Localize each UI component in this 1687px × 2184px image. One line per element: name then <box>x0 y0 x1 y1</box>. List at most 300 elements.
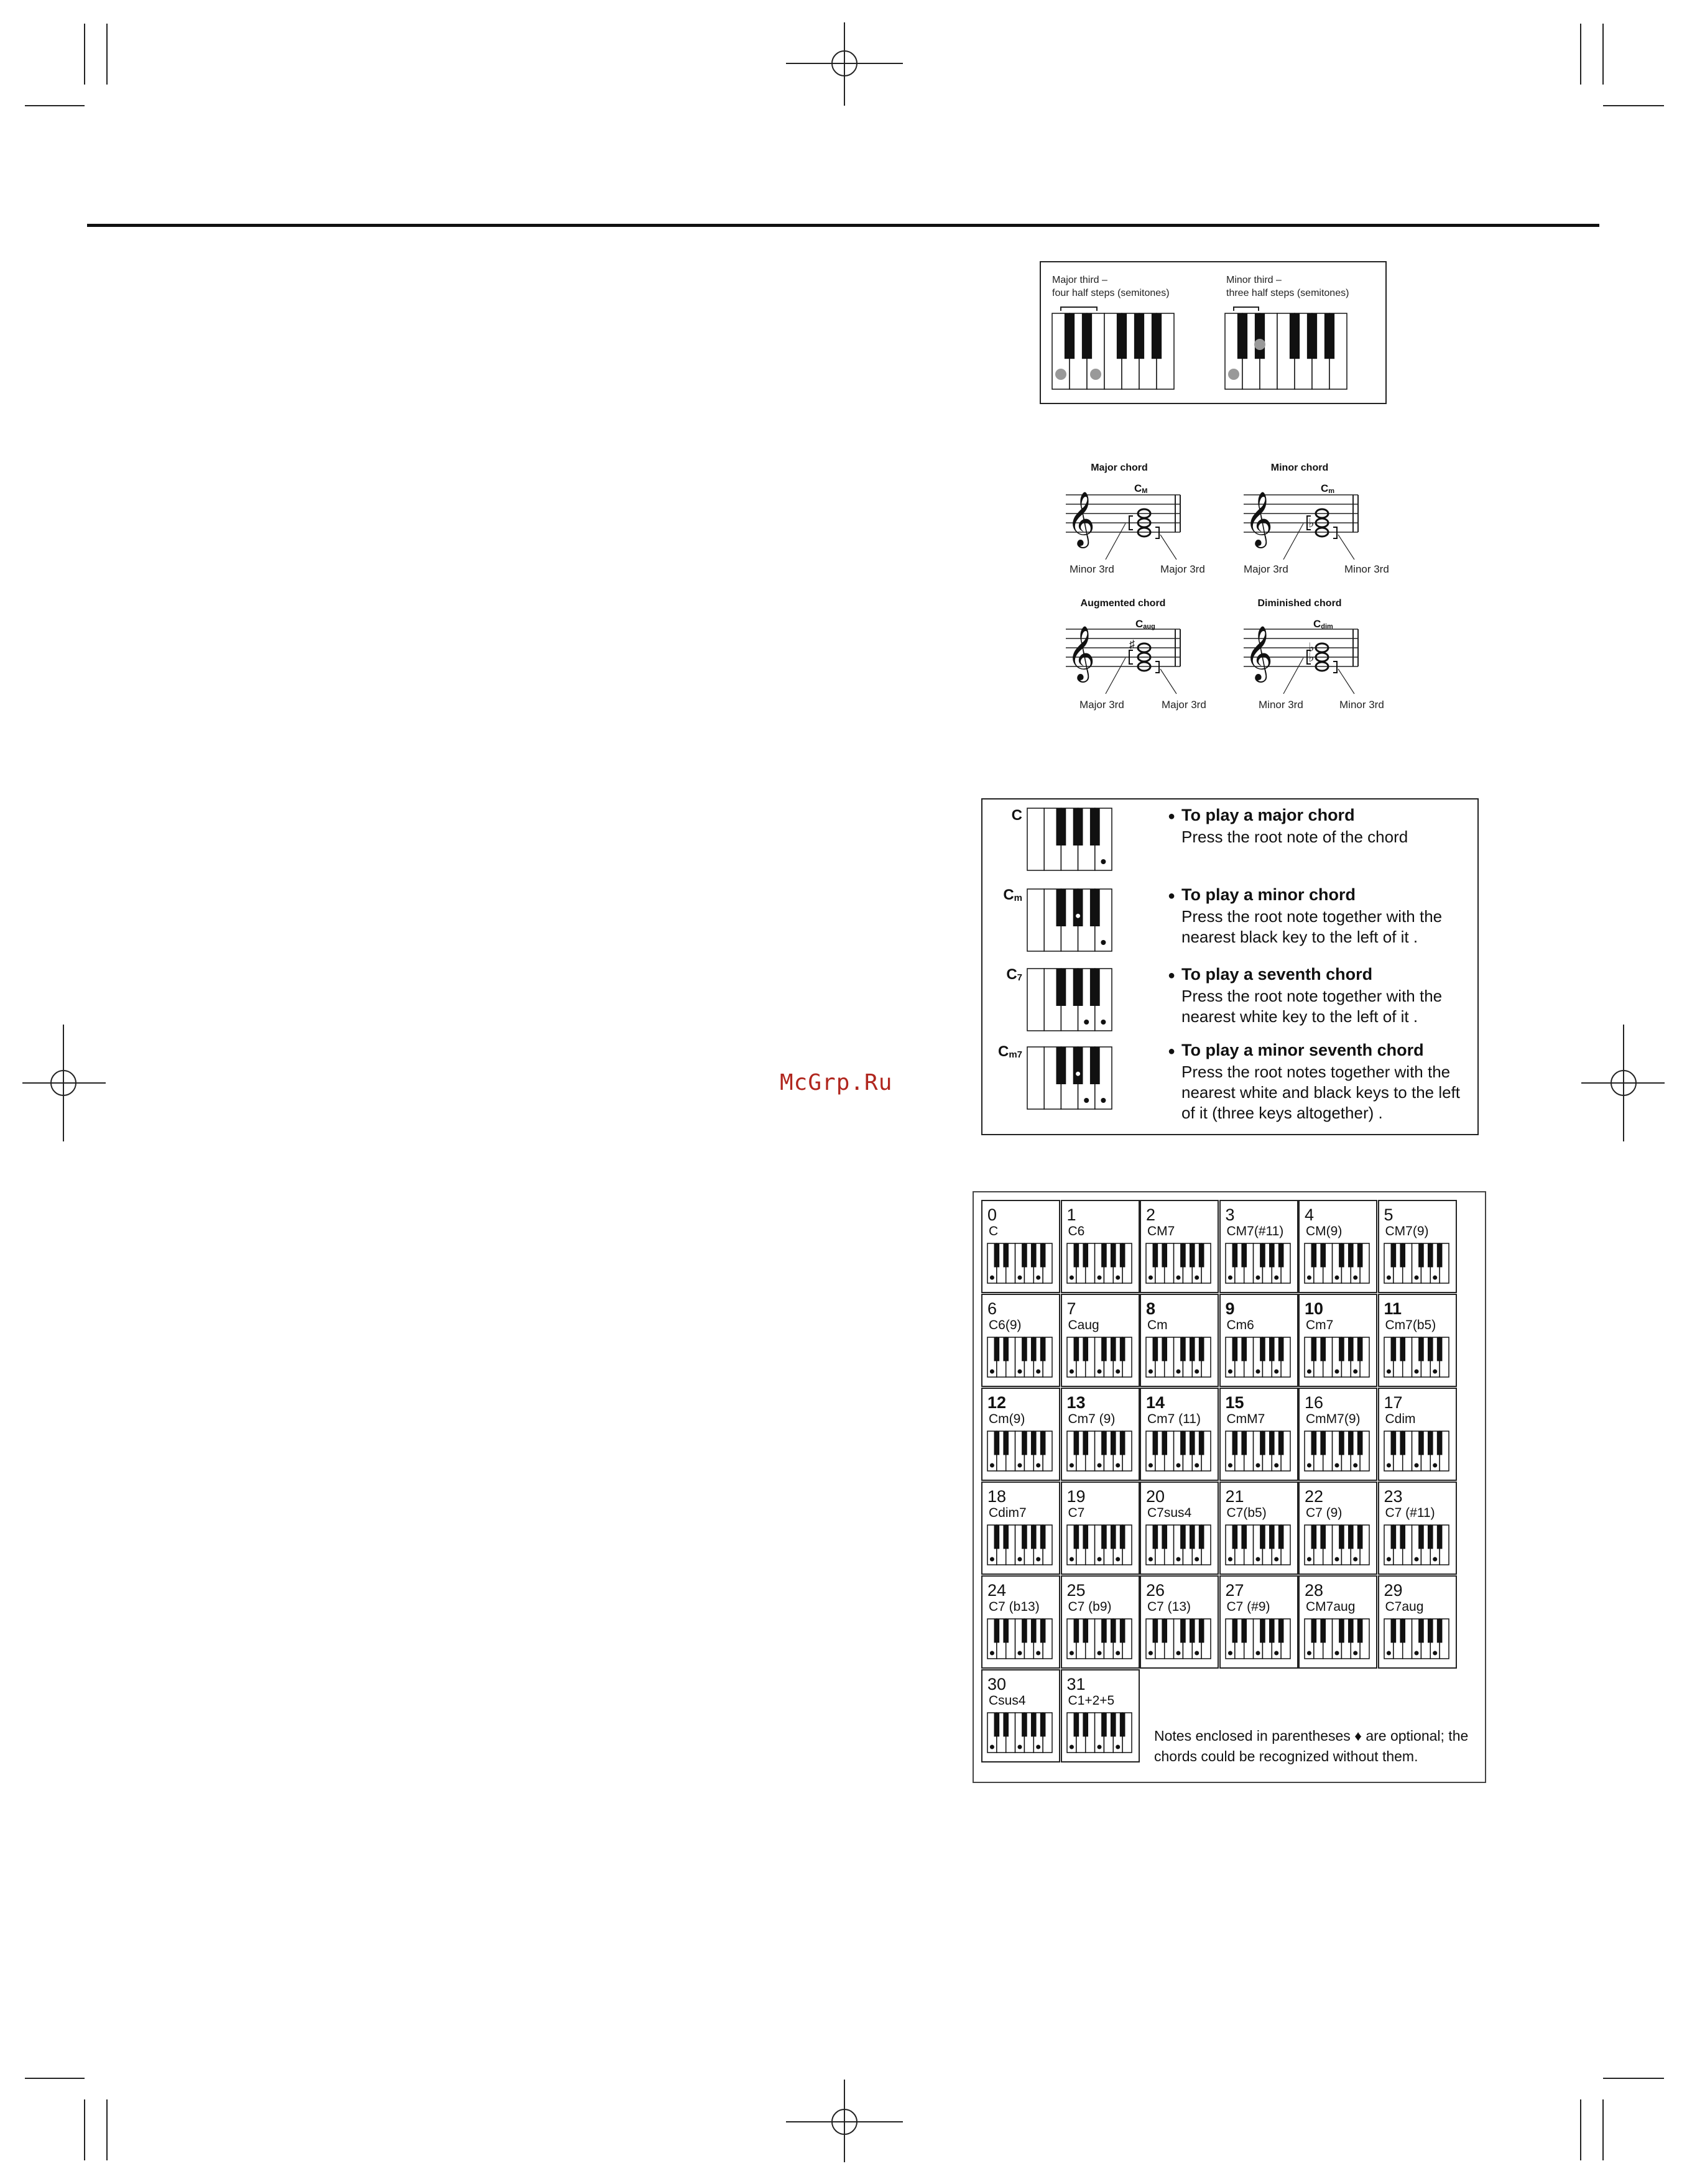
chord-name: Cm7 <box>1306 1318 1334 1332</box>
black-key <box>1232 1525 1237 1549</box>
chord-cell <box>1298 1388 1377 1481</box>
chord-cell <box>1298 1481 1377 1575</box>
chord-keyboard <box>1384 1525 1450 1566</box>
black-key <box>1180 1619 1186 1643</box>
leader-line <box>1160 669 1176 694</box>
black-key <box>1427 1243 1433 1267</box>
black-key <box>1269 1337 1274 1361</box>
black-key <box>1082 313 1092 359</box>
black-key <box>1153 1619 1158 1643</box>
chord-cell <box>1378 1388 1457 1481</box>
black-key <box>1119 1619 1125 1643</box>
treble-clef-icon: 𝄞 <box>1245 491 1273 546</box>
bracket <box>1333 527 1337 538</box>
chord-cell <box>1140 1294 1219 1387</box>
chord-name: CM7 <box>1147 1224 1175 1238</box>
black-key <box>1180 1337 1186 1361</box>
chord-keyboard <box>987 1431 1053 1472</box>
key-dot <box>1018 1276 1022 1280</box>
black-key <box>1134 313 1144 359</box>
black-key <box>1241 1525 1247 1549</box>
black-key <box>1290 313 1300 359</box>
black-key <box>1320 1243 1326 1267</box>
key-dot <box>1036 1651 1040 1656</box>
black-key <box>1400 1337 1405 1361</box>
flat-icon: ♭ <box>1308 641 1315 655</box>
chord-keyboard <box>987 1525 1053 1566</box>
triad-title-major: Major chord <box>1091 463 1148 473</box>
black-key <box>1269 1525 1274 1549</box>
chord-name: CM(9) <box>1306 1224 1343 1238</box>
black-key <box>1278 1619 1283 1643</box>
black-key <box>1357 1337 1363 1361</box>
fingering-keyboard <box>1027 808 1113 873</box>
interval-keyboards <box>1041 262 1385 403</box>
chord-keyboard <box>987 1337 1053 1378</box>
chord-number: 4 <box>1305 1205 1315 1224</box>
chord-cell <box>1061 1388 1140 1481</box>
chord-name: C7 (#11) <box>1385 1506 1435 1520</box>
key-dot <box>1386 1557 1390 1562</box>
black-key <box>1101 1525 1107 1549</box>
black-key <box>1073 1713 1079 1736</box>
black-key <box>1119 1713 1125 1736</box>
black-key <box>1320 1525 1326 1549</box>
black-key <box>1324 313 1334 359</box>
chord-number: 20 <box>1146 1487 1165 1506</box>
chord-keyboard <box>1067 1713 1133 1754</box>
black-key <box>1241 1431 1247 1455</box>
triad-symbol-minor: $C_m$ <box>1321 482 1335 495</box>
leader-line <box>1160 535 1176 560</box>
black-key <box>1269 1619 1274 1643</box>
black-key <box>1073 1337 1079 1361</box>
black-key <box>1031 1713 1037 1736</box>
fingering-keyboard <box>1027 889 1113 954</box>
chord-number: 30 <box>987 1675 1007 1693</box>
black-key <box>994 1619 1000 1643</box>
fingering-desc: Press the root note together with the nearest white key to the left of it . <box>1181 987 1443 1026</box>
key-dot <box>1097 1651 1101 1656</box>
chord-name: Cm7 (9) <box>1068 1412 1116 1426</box>
chord-name: CM7(9) <box>1385 1224 1429 1238</box>
black-key <box>1110 1525 1116 1549</box>
black-key <box>1119 1431 1125 1455</box>
chord-cell <box>1140 1200 1219 1293</box>
black-key <box>1311 1243 1317 1267</box>
key-dot <box>1116 1370 1120 1374</box>
black-key <box>1436 1337 1442 1361</box>
key-dot <box>1255 1370 1260 1374</box>
key-dot <box>1116 1557 1120 1562</box>
black-key <box>1153 1337 1158 1361</box>
black-key <box>1162 1525 1167 1549</box>
key-dot <box>1307 1651 1311 1656</box>
chord-number: 28 <box>1305 1581 1324 1600</box>
black-key <box>1101 1619 1107 1643</box>
black-key <box>994 1243 1000 1267</box>
fingering-label: $C_{m7}$ <box>997 1043 1022 1060</box>
chord-keyboard <box>1067 1337 1133 1378</box>
key-dot <box>1076 1071 1081 1076</box>
key-dot <box>1227 1276 1232 1280</box>
chord-name: CM7(#11) <box>1226 1224 1284 1238</box>
sharp-icon: ♯ <box>1129 638 1135 650</box>
black-key <box>1073 1047 1083 1084</box>
white-key <box>1027 969 1044 1031</box>
black-key <box>1003 1525 1009 1549</box>
black-key <box>1090 1047 1100 1084</box>
black-key <box>1162 1243 1167 1267</box>
bullet-icon: ● <box>1168 809 1176 823</box>
chord-name: Cm(9) <box>989 1412 1025 1426</box>
key-dot <box>1097 1370 1101 1374</box>
chord-name: C6 <box>1068 1224 1085 1238</box>
black-key <box>1162 1619 1167 1643</box>
key-dot <box>1227 1651 1232 1656</box>
black-key <box>1162 1337 1167 1361</box>
key-dot <box>1069 1745 1073 1749</box>
chord-keyboard <box>1384 1619 1450 1660</box>
key-dot <box>1195 1370 1199 1374</box>
black-key <box>1056 1047 1066 1084</box>
leader-line <box>1338 669 1354 694</box>
chord-number: 25 <box>1066 1581 1086 1600</box>
black-key <box>1260 1243 1265 1267</box>
chord-name: C7(b5) <box>1226 1506 1267 1520</box>
triad-title-diminished: Diminished chord <box>1257 598 1342 609</box>
black-key <box>1031 1431 1037 1455</box>
chord-cell <box>1061 1481 1140 1575</box>
black-key <box>1348 1337 1354 1361</box>
black-key <box>1083 1243 1088 1267</box>
fingering-desc: Press the root note of the chord <box>1181 827 1408 846</box>
chord-cell <box>1298 1294 1377 1387</box>
black-key <box>1232 1431 1237 1455</box>
chord-name: CM7aug <box>1306 1600 1356 1614</box>
chord-number: 11 <box>1384 1299 1402 1318</box>
chord-number: 26 <box>1146 1581 1165 1600</box>
watermark: McGrp.Ru <box>780 1070 893 1095</box>
key-dot <box>1036 1557 1040 1562</box>
triad-symbol-augmented: $C_{aug}$ <box>1135 618 1155 630</box>
black-key <box>1255 313 1265 359</box>
black-key <box>1003 1619 1009 1643</box>
flat-icon: ♭ <box>1308 651 1315 665</box>
chord-name: Csus4 <box>989 1693 1026 1708</box>
key-dot <box>1101 940 1106 945</box>
chord-name: Cm7(b5) <box>1385 1318 1436 1332</box>
key-dot <box>1195 1557 1199 1562</box>
chord-name: C7aug <box>1385 1600 1424 1614</box>
chord-cell <box>1298 1200 1377 1293</box>
chord-number: 13 <box>1066 1393 1086 1412</box>
key-dot <box>1414 1463 1418 1468</box>
chord-cell <box>981 1669 1060 1762</box>
black-key <box>1101 1337 1107 1361</box>
chord-number: 16 <box>1305 1393 1324 1412</box>
black-key <box>1110 1337 1116 1361</box>
triad-staves <box>1051 454 1412 715</box>
key-dot <box>1149 1276 1153 1280</box>
chord-name: Cdim7 <box>989 1506 1027 1520</box>
chord-cell <box>1378 1481 1457 1575</box>
black-key <box>1241 1337 1247 1361</box>
black-key <box>1153 1243 1158 1267</box>
black-key <box>1199 1337 1204 1361</box>
chord-number: 5 <box>1384 1205 1394 1224</box>
black-key <box>1073 1243 1079 1267</box>
black-key <box>1427 1337 1433 1361</box>
leader-line <box>1283 658 1303 694</box>
black-key <box>1101 1243 1107 1267</box>
header-rule <box>87 224 1599 227</box>
key-dot <box>1176 1276 1181 1280</box>
key-dot <box>1433 1557 1437 1562</box>
key-dot <box>1149 1651 1153 1656</box>
bracket <box>1333 661 1337 673</box>
key-dot <box>1274 1370 1278 1374</box>
triad-label-dim-right: Minor 3rd <box>1339 699 1384 711</box>
chord-name: C7 (9) <box>1306 1506 1343 1520</box>
chord-keyboard <box>1305 1337 1370 1378</box>
key-dot <box>1335 1370 1339 1374</box>
key-dot <box>1076 913 1081 918</box>
chord-keyboard <box>987 1243 1053 1284</box>
key-dot <box>1036 1276 1040 1280</box>
black-key <box>1339 1243 1344 1267</box>
key-dot <box>1414 1651 1418 1656</box>
key-dot <box>1353 1651 1357 1656</box>
chord-number: 1 <box>1066 1205 1076 1224</box>
chord-number: 17 <box>1384 1393 1403 1412</box>
chord-number: 27 <box>1225 1581 1244 1600</box>
black-key <box>1022 1431 1027 1455</box>
black-key <box>1031 1525 1037 1549</box>
black-key <box>1119 1337 1125 1361</box>
triad-section <box>1051 454 1412 715</box>
key-dot <box>1433 1370 1437 1374</box>
chord-name: C <box>989 1224 999 1238</box>
chord-keyboard <box>1226 1431 1292 1472</box>
white-key <box>1027 1047 1044 1109</box>
black-key <box>1110 1619 1116 1643</box>
black-key <box>1320 1431 1326 1455</box>
key-dot <box>1335 1463 1339 1468</box>
black-key <box>1022 1525 1027 1549</box>
black-key <box>1418 1243 1424 1267</box>
leader-line <box>1106 523 1125 560</box>
key-dot <box>990 1651 994 1656</box>
fingering-label: $C_m$ <box>1003 887 1022 903</box>
chord-number: 7 <box>1066 1299 1076 1318</box>
black-key <box>1190 1431 1195 1455</box>
triad-symbol-diminished: $C_{dim}$ <box>1313 618 1333 630</box>
black-key <box>1056 969 1066 1006</box>
black-key <box>1031 1619 1037 1643</box>
chord-name: C7 (#9) <box>1226 1600 1270 1614</box>
triad-label-minor-left: Major 3rd <box>1244 563 1288 575</box>
black-key <box>1040 1619 1046 1643</box>
key-dot <box>1101 1020 1106 1025</box>
chord-name: CmM7(9) <box>1306 1412 1361 1426</box>
key-dot <box>1227 1370 1232 1374</box>
black-key <box>1436 1431 1442 1455</box>
triad-label-major-right: Major 3rd <box>1160 563 1205 575</box>
chord-name: Cdim <box>1385 1412 1416 1426</box>
chord-cell <box>1378 1294 1457 1387</box>
chord-keyboard <box>1226 1337 1292 1378</box>
chord-cell <box>1219 1294 1298 1387</box>
black-key <box>1056 808 1066 845</box>
black-key <box>1339 1619 1344 1643</box>
key-dot <box>1255 1557 1260 1562</box>
chord-keyboard <box>1305 1525 1370 1566</box>
key-dot <box>1069 1370 1073 1374</box>
white-key <box>1027 808 1044 870</box>
black-key <box>1278 1431 1283 1455</box>
black-key <box>1152 313 1162 359</box>
black-key <box>1390 1525 1396 1549</box>
chord-cell <box>1061 1669 1140 1762</box>
chord-name: C7 (b9) <box>1068 1600 1112 1614</box>
black-key <box>1307 313 1317 359</box>
black-key <box>1117 313 1127 359</box>
chord-keyboard <box>1305 1619 1370 1660</box>
key-dot <box>1018 1651 1022 1656</box>
table-note: Notes enclosed in parentheses ♦ are optional; the chords could be recognized without them. <box>1154 1728 1469 1764</box>
key-dot <box>1274 1276 1278 1280</box>
chord-keyboard <box>1067 1525 1133 1566</box>
fingering-row-seventh <box>982 960 1477 1041</box>
black-key <box>1199 1431 1204 1455</box>
fingering-keyboard <box>1027 969 1113 1033</box>
black-key <box>1090 808 1100 845</box>
chord-name: C7sus4 <box>1147 1506 1192 1520</box>
black-key <box>1083 1619 1088 1643</box>
black-key <box>1040 1431 1046 1455</box>
chord-name: Cm <box>1147 1318 1168 1332</box>
fingering-desc: Press the root notes together with the nearest white and black keys to the left of it (three keys altogether) . <box>1181 1062 1461 1122</box>
fingering-title: To play a major chord <box>1181 806 1355 824</box>
black-key <box>1190 1243 1195 1267</box>
fingering-keyboard <box>1027 1047 1113 1112</box>
key-dot <box>1149 1557 1153 1562</box>
key-dot <box>1353 1463 1357 1468</box>
chord-keyboard <box>1067 1431 1133 1472</box>
black-key <box>1241 1619 1247 1643</box>
key-dot <box>1307 1276 1311 1280</box>
black-key <box>1427 1431 1433 1455</box>
chord-cell <box>1378 1200 1457 1293</box>
black-key <box>1199 1525 1204 1549</box>
black-key <box>1348 1243 1354 1267</box>
key-dot <box>1414 1370 1418 1374</box>
key-dot <box>990 1276 994 1280</box>
chord-cell <box>1298 1575 1377 1669</box>
chord-number: 0 <box>987 1205 997 1224</box>
fingering-title: To play a seventh chord <box>1181 965 1373 984</box>
chord-cell <box>981 1200 1060 1293</box>
chord-name: C7 (b13) <box>989 1600 1040 1614</box>
key-dot <box>1069 1276 1073 1280</box>
note-dot <box>1228 369 1239 380</box>
chord-keyboard <box>1226 1619 1292 1660</box>
chord-cell <box>1378 1575 1457 1669</box>
chord-keyboard <box>1305 1431 1370 1472</box>
key-dot <box>1018 1463 1022 1468</box>
key-dot <box>1116 1651 1120 1656</box>
black-key <box>1040 1713 1046 1736</box>
key-dot <box>1353 1370 1357 1374</box>
black-key <box>1073 1431 1079 1455</box>
chord-number: 12 <box>987 1393 1007 1412</box>
black-key <box>1073 808 1083 845</box>
black-key <box>1237 313 1247 359</box>
note-dot <box>1055 369 1066 380</box>
chord-number: 9 <box>1225 1299 1235 1318</box>
chord-keyboard <box>1146 1525 1212 1566</box>
key-dot <box>1101 1098 1106 1103</box>
black-key <box>1073 1619 1079 1643</box>
key-dot <box>1069 1557 1073 1562</box>
key-dot <box>1097 1745 1101 1749</box>
key-dot <box>1433 1276 1437 1280</box>
key-dot <box>1084 1020 1089 1025</box>
fingering-row-minor <box>982 880 1477 961</box>
chord-keyboard <box>987 1713 1053 1754</box>
chord-number: 8 <box>1146 1299 1156 1318</box>
chord-name: CmM7 <box>1226 1412 1265 1426</box>
black-key <box>1110 1243 1116 1267</box>
black-key <box>1232 1619 1237 1643</box>
key-dot <box>1335 1276 1339 1280</box>
black-key <box>1022 1337 1027 1361</box>
black-key <box>1153 1525 1158 1549</box>
major-third-keyboard <box>1052 313 1174 389</box>
black-key <box>1180 1431 1186 1455</box>
key-dot <box>1307 1370 1311 1374</box>
chord-name: Cm7 (11) <box>1147 1412 1201 1426</box>
fingering-label: $C_7$ <box>1006 966 1022 983</box>
chord-number: 19 <box>1066 1487 1086 1506</box>
black-key <box>1339 1337 1344 1361</box>
black-key <box>1083 1525 1088 1549</box>
chord-keyboard <box>1146 1337 1212 1378</box>
key-dot <box>1386 1276 1390 1280</box>
key-dot <box>1069 1651 1073 1656</box>
black-key <box>1278 1337 1283 1361</box>
black-key <box>1390 1337 1396 1361</box>
chord-table <box>973 1191 1486 1783</box>
black-key <box>1083 1713 1088 1736</box>
black-key <box>1357 1525 1363 1549</box>
chord-number: 6 <box>987 1299 997 1318</box>
key-dot <box>990 1463 994 1468</box>
key-dot <box>1069 1463 1073 1468</box>
chord-keyboard <box>987 1619 1053 1660</box>
key-dot <box>1018 1370 1022 1374</box>
black-key <box>1348 1431 1354 1455</box>
key-dot <box>1307 1557 1311 1562</box>
black-key <box>994 1337 1000 1361</box>
black-key <box>1357 1619 1363 1643</box>
chord-name: Caug <box>1068 1318 1099 1332</box>
black-key <box>1090 969 1100 1006</box>
key-dot <box>1335 1651 1339 1656</box>
key-dot <box>1195 1276 1199 1280</box>
key-dot <box>1255 1463 1260 1468</box>
